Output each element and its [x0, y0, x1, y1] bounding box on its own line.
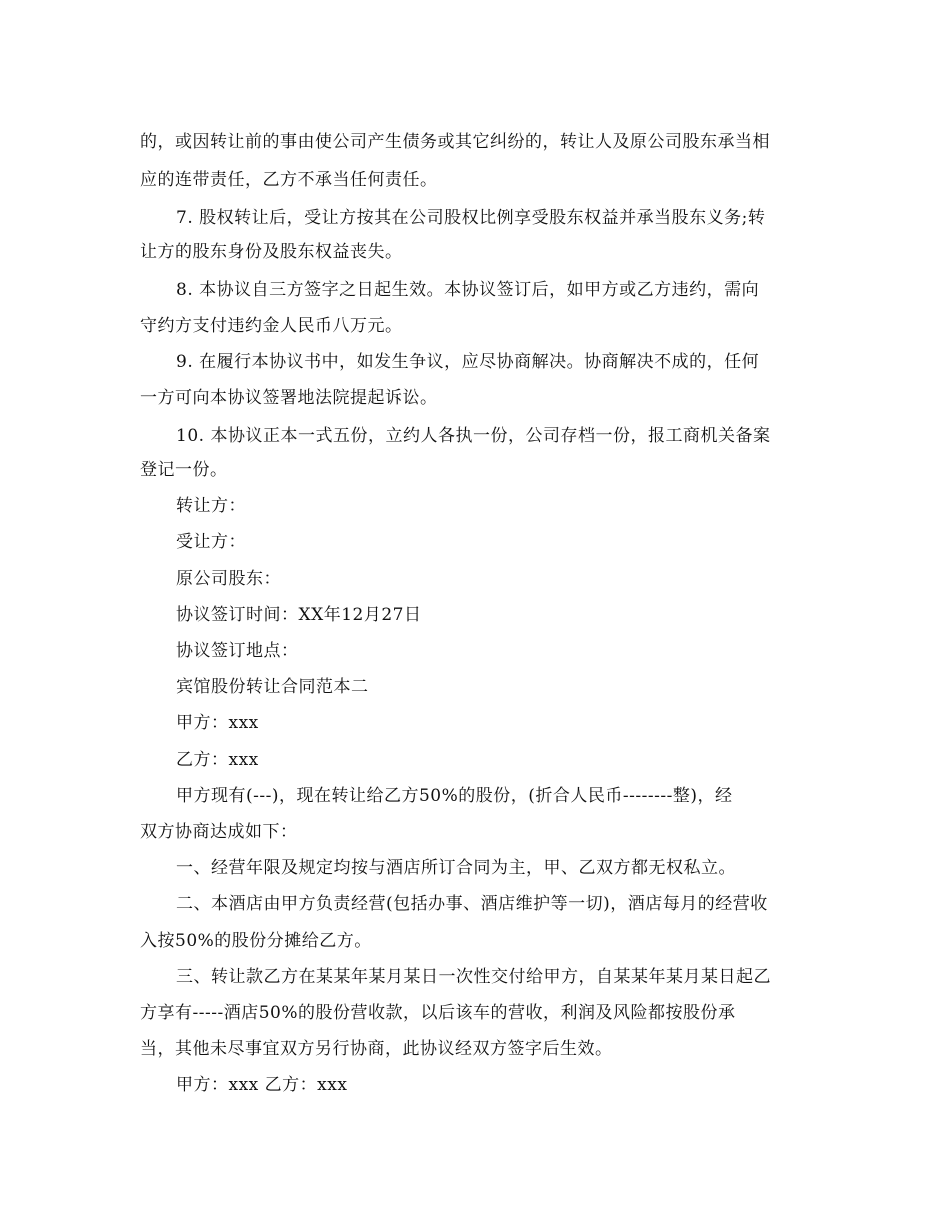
text-line: 的，或因转让前的事由使公司产生债务或其它纠纷的，转让人及原公司股东承当相: [140, 132, 770, 152]
text-line: 让方的股东身份及股东权益丧失。: [140, 242, 403, 262]
transferee-label: 受让方：: [176, 532, 246, 552]
party-b-line: 乙方：xxx: [176, 750, 259, 770]
clause-8-line: 8. 本协议自三方签字之日起生效。本协议签订后，如甲方或乙方违约，需向: [176, 280, 760, 300]
article-1-line: 一、经营年限及规定均按与酒店所订合同为主，甲、乙双方都无权私立。: [176, 858, 736, 878]
text-line: 一方可向本协议签署地法院提起诉讼。: [140, 388, 438, 408]
text-line: 守约方支付违约金人民币八万元。: [140, 316, 403, 336]
text-line: 登记一份。: [140, 460, 228, 480]
text-line: 入按50%的股份分摊给乙方。: [140, 931, 372, 951]
text-line: 方享有-----酒店50%的股份营收款，以后该车的营收，利润及风险都按股份承: [140, 1003, 736, 1023]
article-2-line: 二、本酒店由甲方负责经营(包括办事、酒店维护等一切)，酒店每月的经营收: [176, 894, 768, 914]
clause-10-line: 10. 本协议正本一式五份，立约人各执一份，公司存档一份，报工商机关备案: [176, 426, 771, 446]
text-line: 双方协商达成如下：: [140, 822, 298, 842]
original-shareholder-label: 原公司股东：: [176, 569, 281, 589]
text-line: 当，其他未尽事宜双方另行协商，此协议经双方签字后生效。: [140, 1039, 613, 1059]
clause-9-line: 9. 在履行本协议书中，如发生争议，应尽协商解决。协商解决不成的，任何: [176, 352, 760, 372]
signature-line: 甲方：xxx 乙方：xxx: [176, 1075, 348, 1095]
transferor-label: 转让方：: [176, 496, 246, 516]
signing-place: 协议签订地点：: [176, 641, 299, 661]
section-title: 宾馆股份转让合同范本二: [176, 677, 369, 697]
clause-7-line: 7. 股权转让后，受让方按其在公司股权比例享受股东权益并承当股东义务;转: [176, 208, 766, 228]
party-a-line: 甲方：xxx: [176, 713, 259, 733]
text-line: 应的连带责任，乙方不承当任何责任。: [140, 170, 438, 190]
signing-date: 协议签订时间：XX年12月27日: [176, 605, 422, 625]
preamble-line: 甲方现有(---)，现在转让给乙方50%的股份，(折合人民币--------整)，经: [176, 786, 733, 806]
article-3-line: 三、转让款乙方在某某年某月某日一次性交付给甲方，自某某年某月某日起乙: [176, 967, 771, 987]
